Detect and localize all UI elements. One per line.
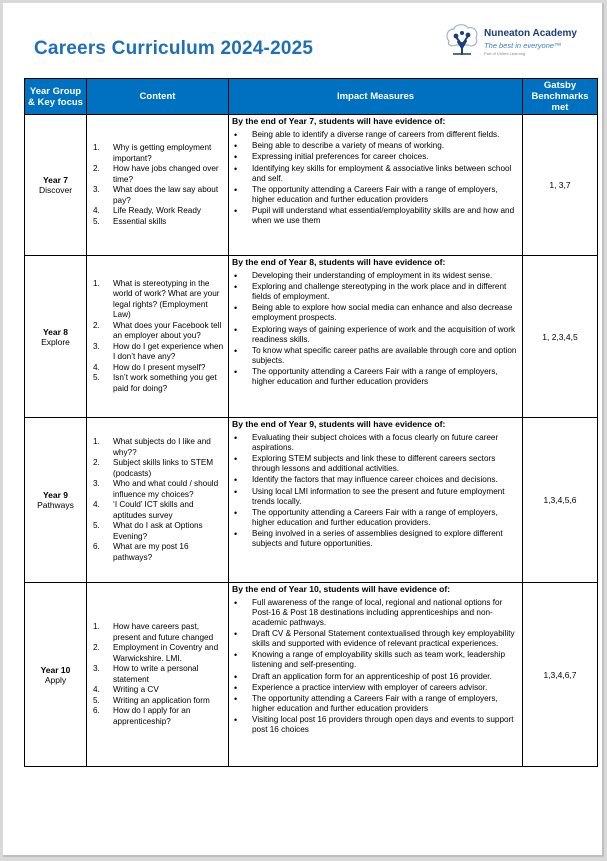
content-item [93, 643, 224, 664]
careers-table [24, 78, 598, 767]
impact-cell [229, 256, 523, 418]
header-gatsby: Gatsby Benchmarks met [523, 79, 598, 115]
content-item [93, 321, 224, 342]
impact-heading: By the end of Year 7, students will have evidence of: [232, 116, 446, 126]
content-text: What are my post 16 pathways? [113, 542, 189, 562]
content-list [93, 437, 224, 563]
content-text: Essential skills [113, 216, 167, 226]
content-list [93, 143, 224, 227]
list-number: 2. [93, 320, 100, 330]
impact-list [232, 271, 519, 387]
list-number: 1. [93, 437, 100, 446]
key-focus-label: Apply [44, 674, 67, 685]
list-number: 5. [93, 216, 100, 226]
impact-item: • The opportunity attending a Careers Fair with a range of employers, higher education and further education providers [232, 367, 519, 387]
content-item [93, 622, 224, 643]
impact-list [232, 598, 519, 735]
impact-item: • Identifying key skills for employment & associative links between school and self. [232, 164, 519, 184]
list-number: 4. [93, 685, 100, 694]
key-focus-label: Pathways [37, 500, 74, 510]
year-group-cell [25, 418, 87, 583]
content-item [93, 685, 224, 696]
list-number: 5. [93, 695, 100, 705]
list-number: 6. [93, 706, 100, 715]
academy-logo [443, 23, 583, 63]
year-group-cell [25, 256, 87, 418]
header-year-group: Year Group & Key focus [25, 79, 87, 115]
content-cell [87, 256, 229, 418]
logo-subtext: Part of United Learning [484, 51, 526, 56]
impact-item: • Developing their understanding of employment in its widest sense. [232, 271, 519, 281]
gatsby-benchmarks-cell: 1,3,4,6,7 [523, 583, 598, 767]
impact-list [232, 433, 519, 549]
impact-item: • Full awareness of the range of local, regional and national options for Post-16 & Post 18 destinations including apprenticeships and non-academic pathways. [232, 598, 519, 628]
content-text: Why is getting employment important? [113, 143, 212, 163]
content-cell [87, 418, 229, 583]
content-text: What does your Facebook tell an employer about you? [113, 320, 222, 341]
list-number: 3. [93, 185, 100, 194]
content-text: Employment in Coventry and Warwickshire. LMI. [113, 643, 219, 663]
impact-item: • Visiting local post 16 providers through open days and events to support post 16 choices [232, 715, 519, 735]
list-number: 6. [93, 542, 100, 551]
content-item [93, 342, 224, 363]
content-list [93, 622, 224, 727]
impact-item: • Experience a practice interview with employer of careers advisor. [232, 683, 519, 693]
content-item [93, 458, 224, 479]
impact-item: • Draft CV & Personal Statement contextualised through key employability skills and supported with evidence of relevant practical experiences. [232, 629, 519, 649]
impact-item: • Exploring and challenge stereotyping in the work place and in different fields of employment. [232, 282, 519, 302]
document-page [3, 3, 604, 857]
content-text: What subjects do I like and why?? [113, 437, 211, 457]
table-row [25, 583, 598, 767]
content-item [93, 185, 224, 206]
content-text: ‘I Could’ ICT skills and aptitudes survey [113, 500, 194, 520]
gatsby-benchmarks-cell: 1, 3,7 [523, 115, 598, 256]
impact-list [232, 130, 519, 226]
impact-item: • Evaluating their subject choices with a focus clearly on future career aspirations. [232, 433, 519, 453]
impact-item: • The opportunity attending a Careers Fair with a range of employers, higher education and further education providers [232, 694, 519, 714]
content-text: How have careers past, present and future changed [113, 622, 214, 642]
content-list [93, 279, 224, 395]
impact-cell [229, 418, 523, 583]
content-text: Life Ready, Work Ready [113, 206, 201, 215]
logo-name: Nuneaton Academy [484, 28, 577, 39]
list-number: 1. [93, 143, 100, 152]
content-item [93, 373, 224, 394]
list-number: 4. [93, 206, 100, 215]
content-item [93, 696, 224, 707]
impact-item: • To know what specific career paths are available through core and option subjects. [232, 346, 519, 366]
content-text: How do I get experience when I don’t have any? [113, 341, 224, 362]
year-group-cell [25, 115, 87, 256]
impact-item: • The opportunity attending a Careers Fair with a range of employers, higher education and further education providers. [232, 508, 519, 528]
logo-tagline: The best in everyone™ [484, 41, 562, 50]
list-number: 2. [93, 458, 100, 467]
content-item [93, 164, 224, 185]
list-number: 1. [93, 278, 100, 288]
content-cell [87, 583, 229, 767]
impact-item: • Exploring STEM subjects and link these to different careers sectors through lessons and additional activities. [232, 454, 519, 474]
content-text: What do I ask at Options Evening? [113, 521, 203, 541]
impact-heading: By the end of Year 10, students will have evidence of: [232, 584, 451, 594]
content-text: How do I apply for an apprenticeship? [113, 706, 191, 726]
table-row [25, 418, 598, 583]
content-text: How do I present myself? [113, 362, 206, 372]
list-number: 1. [93, 622, 100, 631]
impact-item: • Expressing initial preferences for career choices. [232, 152, 519, 162]
impact-cell [229, 115, 523, 256]
content-text: Isn’t work something you get paid for doing? [113, 373, 217, 393]
impact-item: • Being able to identify a diverse range of careers from different fields. [232, 130, 519, 140]
key-focus-label: Discover [38, 185, 73, 195]
content-text: Writing an application form [113, 695, 210, 705]
content-text: What is stereotyping in the world of work? What are your legal rights? (Employment Law) [113, 278, 220, 320]
year-label: Year 7 [42, 175, 69, 185]
gatsby-benchmarks-cell: 1,3,4,5,6 [523, 418, 598, 583]
impact-item: • Using local LMI information to see the present and future employment trends locally. [232, 487, 519, 507]
content-text: How have jobs changed over time? [113, 164, 219, 184]
content-item [93, 521, 224, 542]
list-number: 4. [93, 500, 100, 509]
impact-item: • Exploring ways of gaining experience of work and the acquisition of work readiness skills. [232, 325, 519, 345]
impact-item: • Being able to explore how social media can enhance and also decrease employment prospects. [232, 303, 519, 323]
content-item [93, 143, 224, 164]
impact-item: • The opportunity attending a Careers Fair with a range of employers, higher education and further education providers [232, 185, 519, 205]
table-row [25, 256, 598, 418]
impact-item: • Identify the factors that may influence career choices and decisions. [232, 475, 519, 485]
year-label: Year 10 [40, 664, 71, 675]
content-item [93, 437, 224, 458]
content-item [93, 217, 224, 228]
impact-heading: By the end of Year 9, students will have evidence of: [232, 419, 446, 429]
gatsby-benchmarks-cell: 1, 2,3,4,5 [523, 256, 598, 418]
page-title: Careers Curriculum 2024-2025 [34, 38, 314, 59]
content-text: What does the law say about pay? [113, 185, 219, 205]
list-number: 2. [93, 643, 100, 652]
list-number: 2. [93, 164, 100, 173]
impact-item: • Draft an application form for an apprenticeship of post 16 provider. [232, 672, 519, 682]
impact-cell [229, 583, 523, 767]
impact-item: • Knowing a range of employability skills such as team work, leadership listening and self-presenting. [232, 650, 519, 670]
list-number: 3. [93, 664, 100, 673]
list-number: 5. [93, 373, 100, 383]
header-impact: Impact Measures [229, 79, 523, 115]
year-group-cell [25, 583, 87, 767]
key-focus-label: Explore [41, 336, 70, 347]
tree-logo-icon [443, 23, 481, 57]
year-label: Year 8 [42, 326, 69, 337]
content-item [93, 706, 224, 727]
content-item [93, 500, 224, 521]
content-text: Writing a CV [113, 685, 159, 694]
content-item [93, 542, 224, 563]
impact-heading: By the end of Year 8, students will have evidence of: [232, 257, 446, 267]
content-item [93, 206, 224, 217]
year-label: Year 9 [42, 490, 69, 500]
table-row [25, 115, 598, 256]
list-number: 4. [93, 362, 100, 372]
content-text: Subject skills links to STEM (podcasts) [113, 458, 214, 478]
list-number: 5. [93, 521, 100, 530]
content-item [93, 363, 224, 374]
content-text: Who and what could / should influence my choices? [113, 479, 219, 499]
content-item [93, 664, 224, 685]
list-number: 3. [93, 341, 100, 351]
content-cell [87, 115, 229, 256]
list-number: 3. [93, 479, 100, 488]
impact-item: • Pupil will understand what essential/employability skills are and how and when we use them [232, 206, 519, 226]
content-item [93, 479, 224, 500]
header-content: Content [87, 79, 229, 115]
table-header-row [25, 79, 598, 115]
content-text: How to write a personal statement [113, 664, 199, 684]
impact-item: • Being able to describe a variety of means of working. [232, 141, 519, 151]
impact-item: • Being involved in a series of assemblies designed to explore different subjects and future opportunities. [232, 529, 519, 549]
content-item [93, 279, 224, 321]
